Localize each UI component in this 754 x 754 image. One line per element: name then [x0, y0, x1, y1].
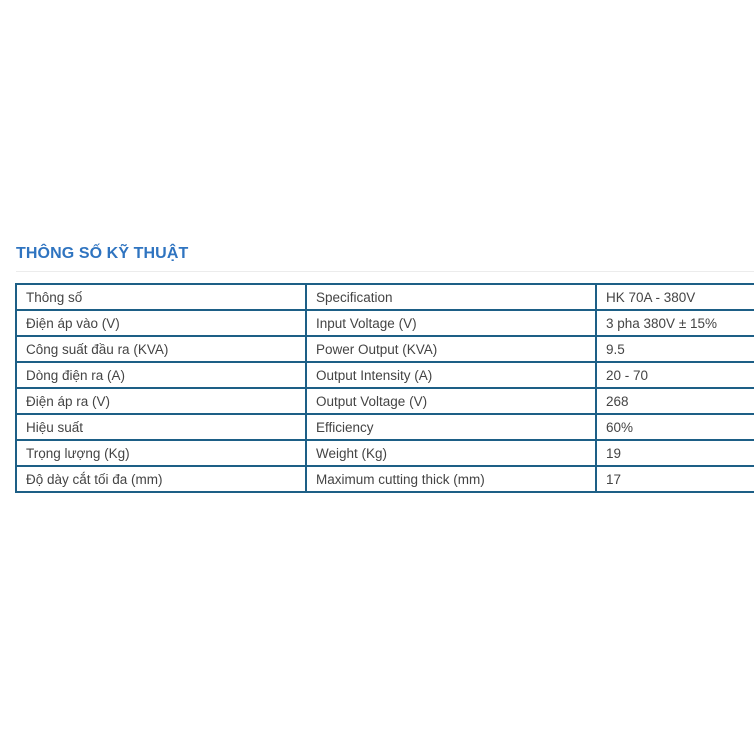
- cell-vi: Thông số: [16, 284, 306, 310]
- table-row: [16, 414, 754, 440]
- cell-en: Specification: [306, 284, 596, 310]
- cell-value: 17: [596, 466, 754, 492]
- cell-value: 9.5: [596, 336, 754, 362]
- table-row: [16, 310, 754, 336]
- cell-value: 20 - 70: [596, 362, 754, 388]
- cell-en: Maximum cutting thick (mm): [306, 466, 596, 492]
- cell-vi: Trọng lượng (Kg): [16, 440, 306, 466]
- table-row: [16, 284, 754, 310]
- cell-vi: Điện áp vào (V): [16, 310, 306, 336]
- table-row: [16, 466, 754, 492]
- cell-vi: Dòng điện ra (A): [16, 362, 306, 388]
- cell-en: Efficiency: [306, 414, 596, 440]
- cell-en: Input Voltage (V): [306, 310, 596, 336]
- cell-vi: Độ dày cắt tối đa (mm): [16, 466, 306, 492]
- cell-value: 60%: [596, 414, 754, 440]
- table-row: [16, 440, 754, 466]
- table-row: [16, 388, 754, 414]
- cell-vi: Công suất đầu ra (KVA): [16, 336, 306, 362]
- cell-en: Output Voltage (V): [306, 388, 596, 414]
- title-divider: [16, 271, 754, 272]
- cell-value: 19: [596, 440, 754, 466]
- cell-en: Output Intensity (A): [306, 362, 596, 388]
- cell-vi: Điện áp ra (V): [16, 388, 306, 414]
- cell-vi: Hiệu suất: [16, 414, 306, 440]
- cell-value: 3 pha 380V ± 15%: [596, 310, 754, 336]
- table-row: [16, 336, 754, 362]
- cell-value: 268: [596, 388, 754, 414]
- cell-en: Weight (Kg): [306, 440, 596, 466]
- spec-table: [15, 283, 754, 493]
- section-title: THÔNG SỐ KỸ THUẬT: [16, 245, 189, 262]
- cell-en: Power Output (KVA): [306, 336, 596, 362]
- table-row: [16, 362, 754, 388]
- cell-value: HK 70A - 380V: [596, 284, 754, 310]
